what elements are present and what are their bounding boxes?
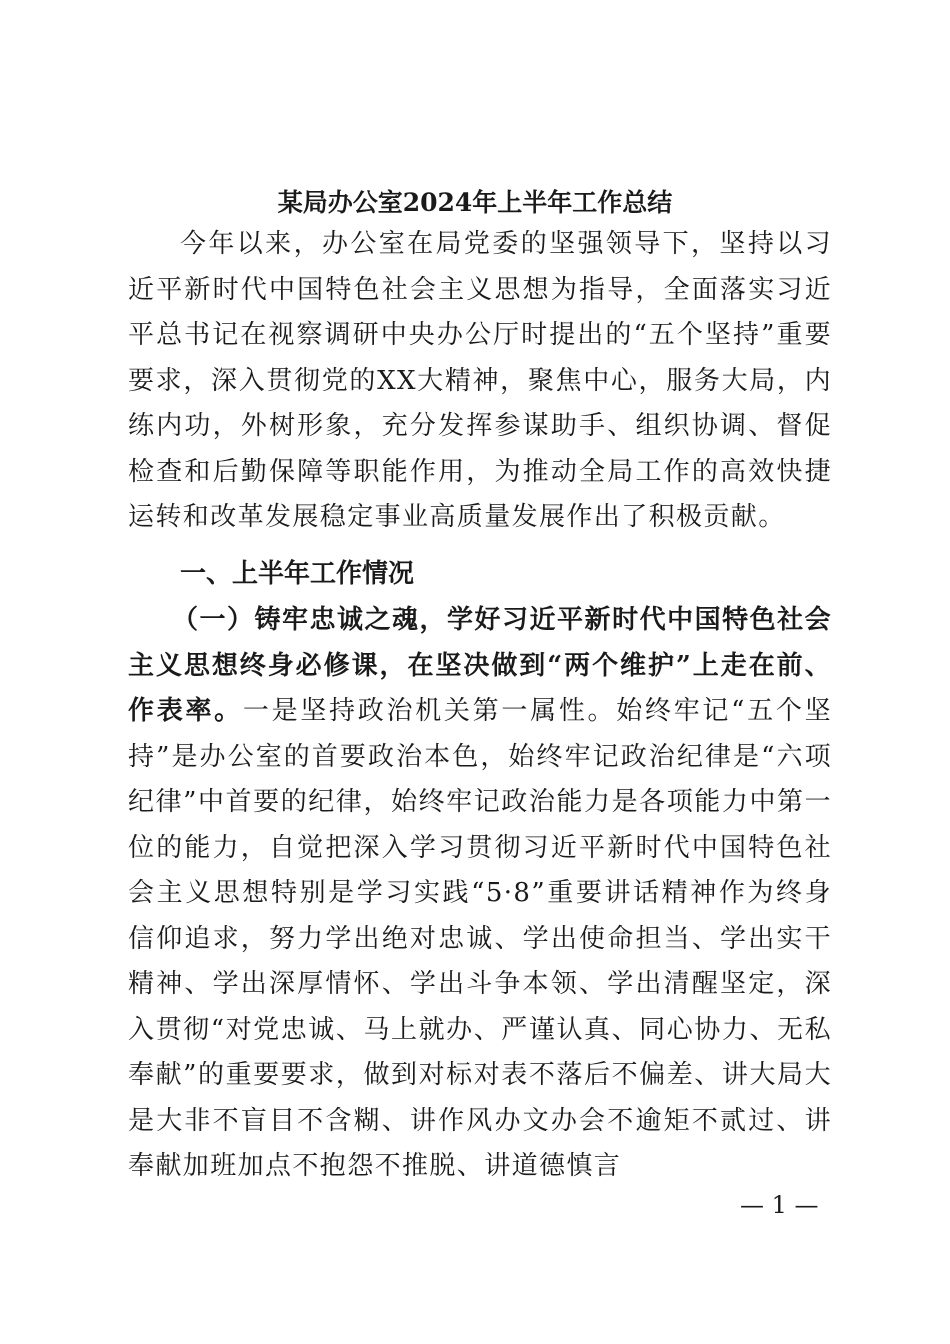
subsection-heading-1: （一）铸牢忠诚之魂，学好习近平新时代中国特色社会主义思想终身必修课，在坚决做到“两个维护”上走在前、作表率。	[128, 605, 832, 726]
subsection-body-1: 一是坚持政治机关第一属性。始终牢记“五个坚持”是办公室的首要政治本色，始终牢记政治纪律是“六项纪律”中首要的纪律，始终牢记政治能力是各项能力中第一位的能力，自觉把深入学习贯彻习近平新时代中国特色社会主义思想特别是学习实践“5·8”重要讲话精神作为终身信仰追求，努力学出绝对忠诚、学出使命担当、学出实干精神、学出深厚情怀、学出斗争本领、学出清醒坚定，深入贯彻“对党忠诚、马上就办、严谨认真、同心协力、无私奉献”的重要要求，做到对标对表不落后不偏差、讲大局大是大非不盲目不含糊、讲作风办文办会不逾矩不贰过、讲奉献加班加点不抱怨不推脱、讲道德慎言	[128, 696, 832, 1181]
intro-paragraph: 今年以来，办公室在局党委的坚强领导下，坚持以习近平新时代中国特色社会主义思想为指导，全面落实习近平总书记在视察调研中央办公厅时提出的“五个坚持”重要要求，深入贯彻党的XX大精神，聚焦中心，服务大局，内练内功，外树形象，充分发挥参谋助手、组织协调、督促检查和后勤保障等职能作用，为推动全局工作的高效快捷运转和改革发展稳定事业高质量发展作出了积极贡献。	[128, 229, 832, 532]
subsection-paragraph-1	[128, 598, 832, 1190]
document-title: 某局办公室2024年上半年工作总结	[277, 188, 673, 217]
page-number: — 1 —	[740, 1191, 819, 1219]
section-heading-1: 一、上半年工作情况	[180, 559, 415, 589]
